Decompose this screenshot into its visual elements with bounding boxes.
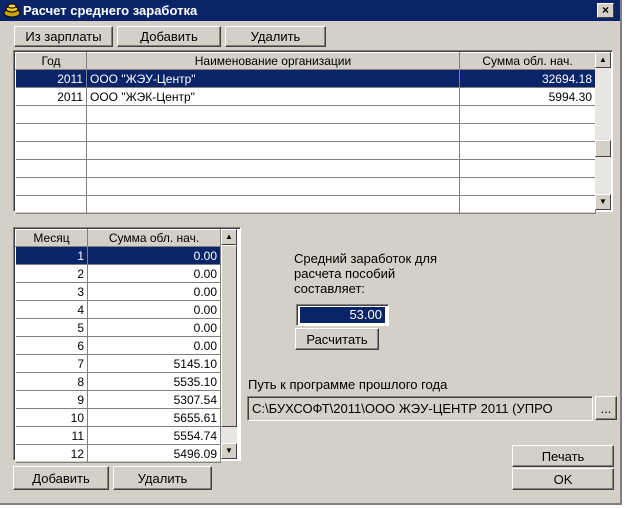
cell-empty[interactable] xyxy=(16,106,87,124)
scroll-thumb[interactable] xyxy=(595,140,611,157)
add-month-button[interactable]: Добавить xyxy=(13,466,109,490)
cell-month-sum[interactable]: 5145.10 xyxy=(88,355,221,373)
cell-year[interactable]: 2011 xyxy=(16,70,87,88)
cell-sum[interactable]: 5994.30 xyxy=(460,88,596,106)
cell-month[interactable]: 7 xyxy=(16,355,88,373)
cell-month[interactable]: 6 xyxy=(16,337,88,355)
scroll-thumb[interactable] xyxy=(221,245,237,427)
cell-month-sum[interactable]: 0.00 xyxy=(88,337,221,355)
cell-month[interactable]: 10 xyxy=(16,409,88,427)
table-row-empty[interactable] xyxy=(16,142,596,160)
prev-year-label: Путь к программе прошлого года xyxy=(248,377,448,392)
cell-month[interactable]: 9 xyxy=(16,391,88,409)
cell-month[interactable]: 3 xyxy=(16,283,88,301)
table-row[interactable] xyxy=(16,247,221,265)
cell-sum[interactable]: 32694.18 xyxy=(460,70,596,88)
table-row[interactable] xyxy=(16,265,221,283)
delete-month-button[interactable]: Удалить xyxy=(113,466,212,490)
col-month-sum-header[interactable]: Сумма обл. нач. xyxy=(88,230,221,247)
col-sum-header[interactable]: Сумма обл. нач. xyxy=(460,53,596,70)
cell-empty[interactable] xyxy=(460,178,596,196)
col-month-header[interactable]: Месяц xyxy=(16,230,88,247)
cell-empty[interactable] xyxy=(460,106,596,124)
cell-empty[interactable] xyxy=(460,124,596,142)
cell-empty[interactable] xyxy=(16,124,87,142)
cell-empty[interactable] xyxy=(16,142,87,160)
cell-empty[interactable] xyxy=(460,196,596,214)
table-row[interactable] xyxy=(16,391,221,409)
cell-month-sum[interactable]: 5307.54 xyxy=(88,391,221,409)
cell-empty[interactable] xyxy=(460,142,596,160)
table-row-empty[interactable] xyxy=(16,106,596,124)
cell-month-sum[interactable]: 0.00 xyxy=(88,301,221,319)
org-header-row xyxy=(16,53,596,70)
calculate-button[interactable]: Расчитать xyxy=(295,328,379,350)
title-bar xyxy=(0,0,620,21)
cell-month-sum[interactable]: 0.00 xyxy=(88,265,221,283)
col-year-header[interactable]: Год xyxy=(16,53,87,70)
cell-month[interactable]: 1 xyxy=(16,247,88,265)
cell-month-sum[interactable]: 5496.09 xyxy=(88,445,221,463)
cell-empty[interactable] xyxy=(87,106,460,124)
average-value-field[interactable] xyxy=(296,304,389,326)
cell-month-sum[interactable]: 0.00 xyxy=(88,319,221,337)
month-table xyxy=(15,229,221,463)
average-value: 53.00 xyxy=(300,307,385,323)
cell-empty[interactable] xyxy=(16,178,87,196)
table-row[interactable] xyxy=(16,355,221,373)
org-table xyxy=(15,52,596,214)
cell-empty[interactable] xyxy=(87,178,460,196)
cell-month[interactable]: 8 xyxy=(16,373,88,391)
add-org-button[interactable]: Добавить xyxy=(117,26,221,47)
month-grid xyxy=(13,227,241,461)
from-salary-button[interactable]: Из зарплаты xyxy=(14,26,113,47)
table-row-empty[interactable] xyxy=(16,160,596,178)
cell-empty[interactable] xyxy=(87,142,460,160)
cell-month[interactable]: 11 xyxy=(16,427,88,445)
cell-month[interactable]: 2 xyxy=(16,265,88,283)
table-row[interactable] xyxy=(16,319,221,337)
col-org-header[interactable]: Наименование организации xyxy=(87,53,460,70)
delete-org-button[interactable]: Удалить xyxy=(225,26,326,47)
cell-month-sum[interactable]: 0.00 xyxy=(88,247,221,265)
table-row-empty[interactable] xyxy=(16,196,596,214)
cell-org[interactable]: ООО "ЖЭК-Центр" xyxy=(87,88,460,106)
table-row[interactable] xyxy=(16,337,221,355)
month-header-row xyxy=(16,230,221,247)
cell-empty[interactable] xyxy=(87,160,460,178)
cell-month[interactable]: 5 xyxy=(16,319,88,337)
scroll-up-icon[interactable]: ▲ xyxy=(221,229,237,245)
average-label-line3: составляет: xyxy=(294,281,366,296)
scroll-down-icon[interactable]: ▼ xyxy=(221,443,237,459)
table-row[interactable] xyxy=(16,70,596,88)
prev-year-path-field[interactable]: C:\БУХСОФТ\2011\ООО ЖЭУ-ЦЕНТР 2011 (УПРО xyxy=(247,396,593,421)
table-row[interactable] xyxy=(16,88,596,106)
table-row[interactable] xyxy=(16,301,221,319)
browse-button[interactable]: ... xyxy=(595,396,617,420)
cell-empty[interactable] xyxy=(16,196,87,214)
cell-month-sum[interactable]: 0.00 xyxy=(88,283,221,301)
cell-month[interactable]: 12 xyxy=(16,445,88,463)
cell-empty[interactable] xyxy=(460,160,596,178)
org-scrollbar[interactable] xyxy=(595,52,611,210)
cell-month-sum[interactable]: 5535.10 xyxy=(88,373,221,391)
cell-month-sum[interactable]: 5554.74 xyxy=(88,427,221,445)
print-button[interactable]: Печать xyxy=(512,445,614,467)
table-row-empty[interactable] xyxy=(16,124,596,142)
app-icon xyxy=(3,2,21,18)
cell-month[interactable]: 4 xyxy=(16,301,88,319)
cell-org[interactable]: ООО "ЖЭУ-Центр" xyxy=(87,70,460,88)
table-row[interactable] xyxy=(16,409,221,427)
table-row[interactable] xyxy=(16,445,221,463)
org-grid xyxy=(13,50,613,212)
cell-empty[interactable] xyxy=(87,124,460,142)
average-label-line1: Средний заработок для xyxy=(294,251,438,266)
month-scrollbar[interactable] xyxy=(221,229,237,459)
ok-button[interactable]: OK xyxy=(512,468,614,490)
table-row-empty[interactable] xyxy=(16,178,596,196)
table-row[interactable] xyxy=(16,427,221,445)
cell-empty[interactable] xyxy=(87,196,460,214)
table-row[interactable] xyxy=(16,283,221,301)
scroll-up-icon[interactable]: ▲ xyxy=(595,52,611,68)
close-button[interactable]: × xyxy=(597,3,614,18)
window-title: Расчет среднего заработка xyxy=(23,3,198,18)
table-row[interactable] xyxy=(16,373,221,391)
average-label-line2: расчета пособий xyxy=(294,266,396,281)
scroll-down-icon[interactable]: ▼ xyxy=(595,194,611,210)
cell-year[interactable]: 2011 xyxy=(16,88,87,106)
cell-empty[interactable] xyxy=(16,160,87,178)
cell-month-sum[interactable]: 5655.61 xyxy=(88,409,221,427)
